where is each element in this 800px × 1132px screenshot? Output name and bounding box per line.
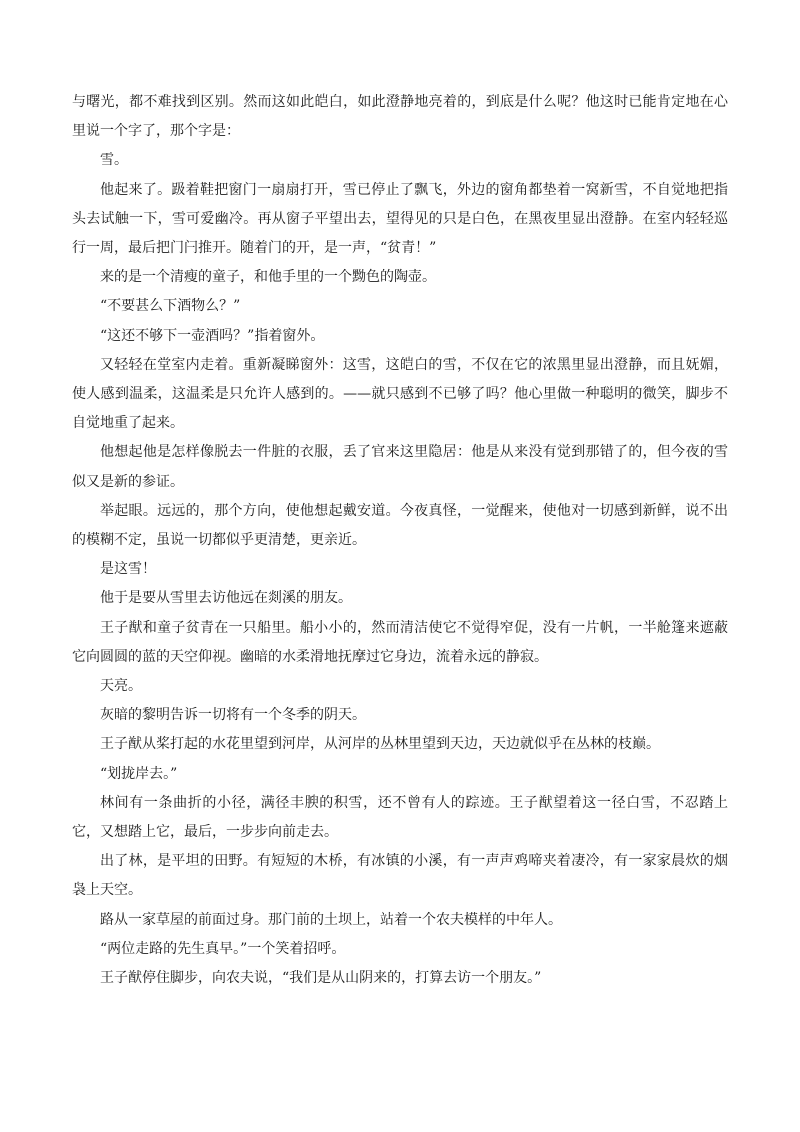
paragraph-12: 王子猷和童子贫青在一只船里。船小小的，然而清洁使它不觉得窄促，没有一片帆，一半舱篷来遮蔽它向圆圆的蓝的天空仰视。幽暗的水柔滑地抚摩过它身边，流着永远的静寂。 [72, 619, 728, 665]
paragraph-8: 他想起他是怎样像脱去一件脏的衣服，丢了官来这里隐居：他是从来没有觉到那错了的，但今夜的雪似又是新的参证。 [72, 444, 728, 490]
paragraph-19: 路从一家草屋的前面过身。那门前的土坝上，站着一个农夫模样的中年人。 [100, 911, 562, 928]
paragraph-16: “划拢岸去。” [100, 765, 178, 782]
paragraph-15: 王子猷从桨打起的水花里望到河岸，从河岸的丛林里望到天边，天边就似乎在丛林的枝巅。 [100, 736, 660, 753]
paragraph-9: 举起眼。远远的，那个方向，使他想起戴安道。今夜真怪，一觉醒来，使他对一切感到新鲜，说不出的模糊不定，虽说一切都似乎更清楚，更亲近。 [72, 502, 728, 549]
paragraph-13: 天亮。 [100, 678, 142, 695]
paragraph-1: 与曙光，都不难找到区别。然而这如此皑白，如此澄静地亮着的，到底是什么呢？他这时已能肯定地在心里说一个字了，那个字是： [72, 94, 728, 140]
paragraph-10: 是这雪！ [100, 561, 156, 578]
paragraph-21: 王子猷停住脚步，向农夫说，“我们是从山阴来的，打算去访一个朋友。” [100, 970, 542, 987]
paragraph-4: 来的是一个清瘦的童子，和他手里的一个黝色的陶壶。 [100, 269, 436, 286]
paragraph-17: 林间有一条曲折的小径，满径丰腴的积雪，还不曾有人的踪迹。王子猷望着这一径白雪，不忍踏上它，又想踏上它，最后，一步步向前走去。 [72, 794, 728, 841]
paragraph-14: 灰暗的黎明告诉一切将有一个冬季的阴天。 [100, 707, 366, 724]
paragraph-7: 又轻轻在堂室内走着。重新凝睇窗外：这雪，这皑白的雪，不仅在它的浓黑里显出澄静，而且妩媚，使人感到温柔，这温柔是只允许人感到的。——就只感到不已够了吗？他心里做一种聪明的微笑，脚步不自觉地重了起来。 [72, 356, 728, 432]
paragraph-2: 雪。 [100, 152, 128, 169]
paragraph-5: “不要甚么下酒物么？” [100, 298, 241, 315]
paragraph-20: “两位走路的先生真早。”一个笑着招呼。 [100, 940, 346, 957]
paragraph-11: 他于是要从雪里去访他远在剡溪的朋友。 [100, 590, 352, 607]
document-page [72, 88, 728, 993]
paragraph-6: “这还不够下一壶酒吗？”指着窗外。 [100, 327, 325, 344]
paragraph-3: 他起来了。趿着鞋把窗门一扇扇打开，雪已停止了飘飞，外边的窗角都垫着一窝新雪，不自觉地把指头去试触一下，雪可爱幽冷。再从窗子平望出去，望得见的只是白色，在黑夜里显出澄静。在室内轻轻巡行一周，最后把门闩推开。随着门的开，是一声，“贫青！” [72, 181, 728, 257]
paragraph-18: 出了林，是平坦的田野。有短短的木桥，有冰镇的小溪，有一声声鸡啼夹着凄冷，有一家家晨炊的烟袅上天空。 [72, 853, 728, 899]
